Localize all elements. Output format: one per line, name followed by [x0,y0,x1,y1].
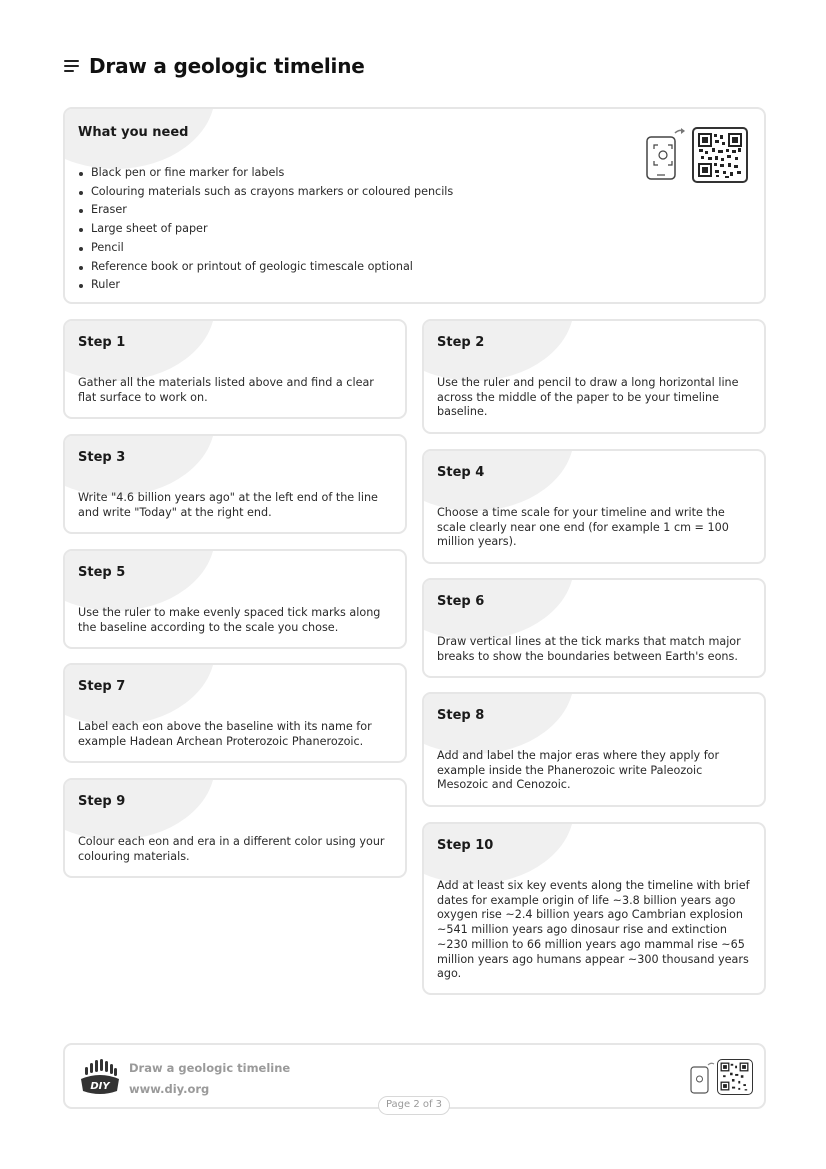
step-text: Draw vertical lines at the tick marks that match major breaks to show the boundaries between Earth's eons. [437,635,741,663]
step-title: Step 1 [78,335,126,350]
step-card [63,778,407,878]
page-title: Draw a geologic timeline [89,54,365,78]
step-title: Step 3 [78,450,126,465]
step-card [63,319,407,419]
list-item: Black pen or fine marker for labels [91,164,453,183]
phone-scan-icon [688,1059,716,1095]
phone-scan-icon [643,125,689,183]
step-card [422,578,766,678]
step-title: Step 7 [78,679,126,694]
materials-list [91,164,453,295]
list-item: Large sheet of paper [91,220,453,239]
step-card [63,663,407,763]
menu-icon[interactable] [64,60,79,72]
step-card [422,449,766,564]
step-title: Step 2 [437,335,485,350]
step-text: Add at least six key events along the timeline with brief dates for example origin of life ~3.8 billion years ago oxygen rise ~2.4 billion years ago Cambrian explosion ~541 million years ago dinosaur rise and extinction ~230 million to 66 million years ago mammal rise ~65 million years ago humans appear ~300 thousand years ago. [437,879,750,981]
step-text: Label each eon above the baseline with its name for example Hadean Archean Proterozoic Phanerozoic. [78,720,372,748]
step-title: Step 8 [437,708,485,723]
list-item: Reference book or printout of geologic timescale optional [91,258,453,277]
step-title: Step 9 [78,794,126,809]
diy-logo[interactable] [79,1057,121,1097]
step-text: Use the ruler to make evenly spaced tick marks along the baseline according to the scale you chose. [78,606,381,634]
list-item: Eraser [91,201,453,220]
step-card [63,434,407,534]
step-text: Write "4.6 billion years ago" at the left end of the line and write "Today" at the right end. [78,491,378,519]
page-indicator: Page 2 of 3 [378,1096,450,1115]
step-card [422,319,766,434]
step-text: Gather all the materials listed above and find a clear flat surface to work on. [78,376,374,404]
footer-title: Draw a geologic timeline [129,1061,291,1075]
step-text: Choose a time scale for your timeline and write the scale clearly near one end (for example 1 cm = 100 million years). [437,506,729,549]
step-card [63,549,407,649]
step-text: Colour each eon and era in a different color using your colouring materials. [78,835,385,863]
qr-code-icon[interactable] [692,127,748,183]
list-item: Pencil [91,239,453,258]
page-header [64,54,365,78]
step-title: Step 4 [437,465,485,480]
qr-code-icon[interactable] [717,1059,753,1095]
step-title: Step 6 [437,594,485,609]
step-text: Use the ruler and pencil to draw a long horizontal line across the middle of the paper to be your timeline baseline. [437,376,739,419]
list-item: Colouring materials such as crayons markers or coloured pencils [91,183,453,202]
materials-card [63,107,766,304]
svg-text:DIY: DIY [90,1081,110,1092]
list-item: Ruler [91,276,453,295]
step-title: Step 5 [78,565,126,580]
step-card [422,822,766,995]
materials-heading: What you need [78,125,189,140]
footer-url[interactable]: www.diy.org [129,1082,210,1096]
step-text: Add and label the major eras where they apply for example inside the Phanerozoic write Paleozoic Mesozoic and Cenozoic. [437,749,720,792]
step-title: Step 10 [437,838,494,853]
step-card [422,692,766,807]
